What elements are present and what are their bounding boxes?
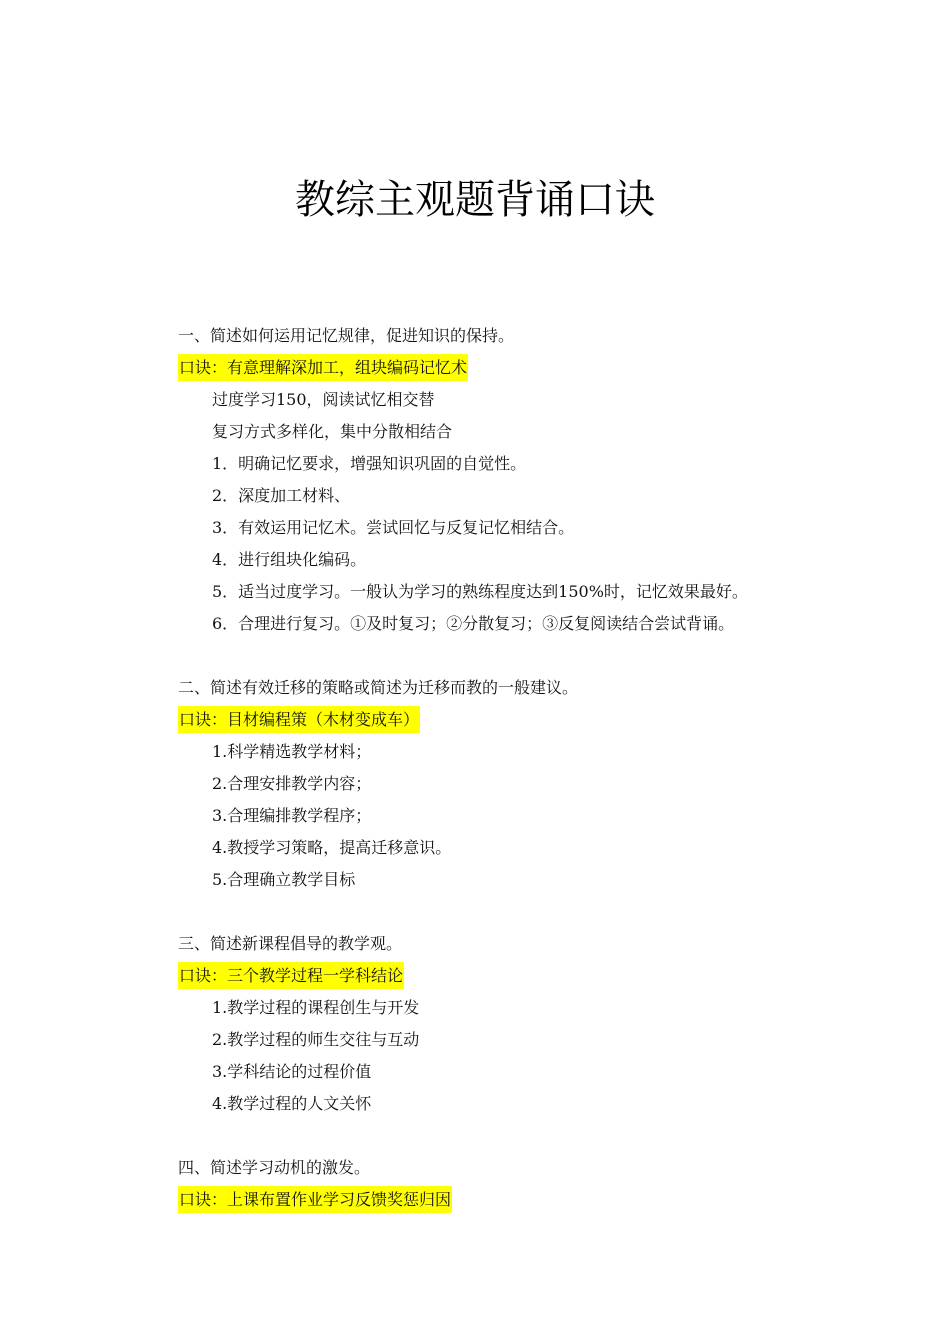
list-item: 2．深度加工材料、 xyxy=(212,486,351,505)
section-spacer xyxy=(178,640,878,672)
mnemonic-highlight: 口诀：目材编程策（木材变成车） xyxy=(178,706,420,733)
list-item: 1．明确记忆要求，增强知识巩固的自觉性。 xyxy=(212,454,527,473)
list-item: 3．有效运用记忆术。尝试回忆与反复记忆相结合。 xyxy=(212,518,575,537)
list-item: 复习方式多样化，集中分散相结合 xyxy=(212,422,453,441)
mnemonic-highlight: 口诀：三个教学过程一学科结论 xyxy=(178,962,404,989)
question-heading: 四、简述学习动机的激发。 xyxy=(178,1158,371,1177)
list-item: 过度学习150，阅读试忆相交替 xyxy=(212,390,435,409)
list-item: 4.教授学习策略，提高迁移意识。 xyxy=(212,838,452,857)
list-item: 5．适当过度学习。一般认为学习的熟练程度达到150%时，记忆效果最好。 xyxy=(212,582,748,601)
question-heading: 二、简述有效迁移的策略或简述为迁移而教的一般建议。 xyxy=(178,678,579,697)
list-item: 6．合理进行复习。①及时复习；②分散复习；③反复阅读结合尝试背诵。 xyxy=(212,614,735,633)
section-3 xyxy=(178,928,878,1120)
list-item: 3.学科结论的过程价值 xyxy=(212,1062,372,1081)
document-body xyxy=(178,320,878,1216)
section-spacer xyxy=(178,896,878,928)
list-item: 3.合理编排教学程序； xyxy=(212,806,372,825)
section-2 xyxy=(178,672,878,896)
list-item: 4．进行组块化编码。 xyxy=(212,550,367,569)
list-item: 1.科学精选教学材料； xyxy=(212,742,372,761)
page-title: 教综主观题背诵口诀 xyxy=(295,177,655,223)
section-4 xyxy=(178,1152,878,1216)
question-heading: 三、简述新课程倡导的教学观。 xyxy=(178,934,403,953)
mnemonic-highlight: 口诀：有意理解深加工，组块编码记忆术 xyxy=(178,354,468,381)
list-item: 5.合理确立教学目标 xyxy=(212,870,356,889)
mnemonic-highlight: 口诀：上课布置作业学习反馈奖惩归因 xyxy=(178,1186,452,1213)
section-spacer xyxy=(178,1120,878,1152)
list-item: 2.合理安排教学内容； xyxy=(212,774,372,793)
question-heading: 一、简述如何运用记忆规律，促进知识的保持。 xyxy=(178,326,515,345)
list-item: 2.教学过程的师生交往与互动 xyxy=(212,1030,420,1049)
section-1 xyxy=(178,320,878,640)
list-item: 4.教学过程的人文关怀 xyxy=(212,1094,372,1113)
list-item: 1.教学过程的课程创生与开发 xyxy=(212,998,420,1017)
